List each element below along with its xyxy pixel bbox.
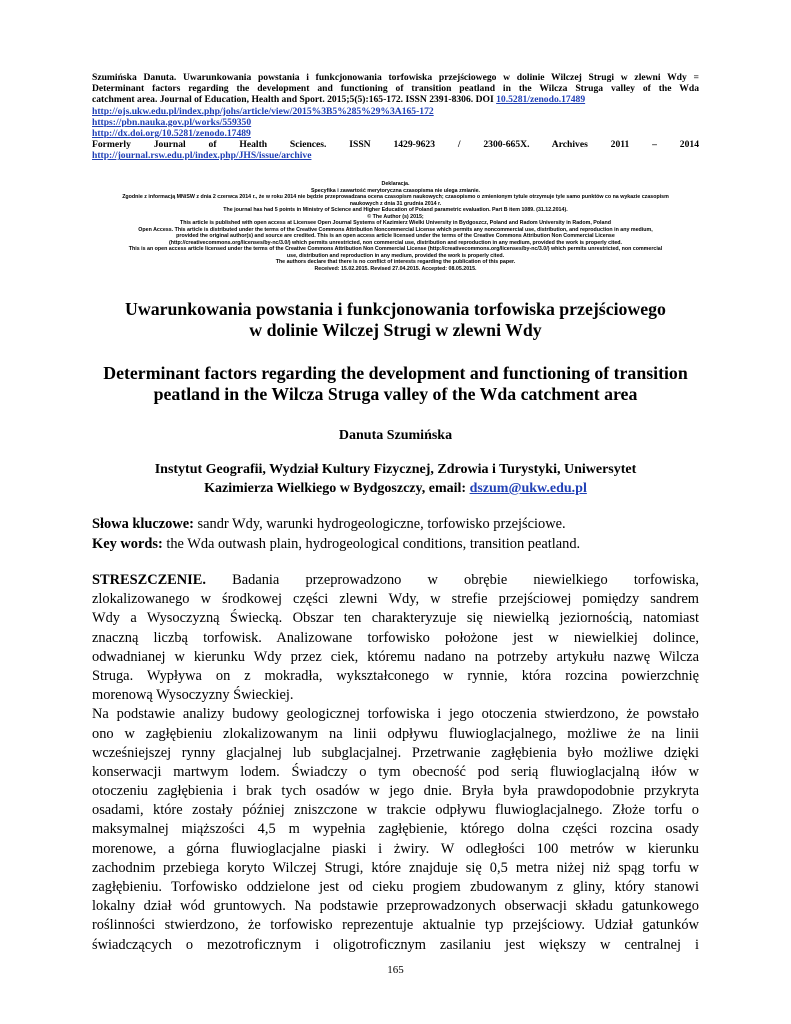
- citation-line-3: [92, 94, 699, 105]
- declaration-line: This article is published with open access at Licensee Open Journal Systems of Kazimierz Wielki University in Bydgoszcz, Poland and Radom University in Radom, Poland: [180, 220, 611, 226]
- declaration-line: The journal has had 5 points in Ministry of Science and Higher Education of Poland parametric evaluation. Part B item 1089. (31.12.2014).: [223, 207, 568, 213]
- ojs-link[interactable]: http://ojs.ukw.edu.pl/index.php/johs/article/view/2015%3B5%285%29%3A165-172: [92, 105, 434, 117]
- declaration-line: Deklaracja.: [381, 181, 410, 187]
- abstract-line: Na podstawie analizy budowy geologicznej torfowiska i jego otoczenia stwierdzono, że powstało: [92, 706, 699, 723]
- title-english-line-1: Determinant factors regarding the development and functioning of transition: [103, 363, 688, 383]
- declaration-line: Received: 15.02.2015. Revised 27.04.2015. Accepted: 08.05.2015.: [314, 265, 477, 272]
- citation-line-4: [92, 106, 699, 117]
- title-polish-line-1: Uwarunkowania powstania i funkcjonowania torfowiska przejściowego: [125, 299, 666, 319]
- page-number: 165: [387, 964, 404, 976]
- abstract-line: zachodnim przebiega koryto Wilczej Strugi, które znajduje się 0,5 metra niżej niż spąg torfu w: [92, 859, 699, 876]
- formerly-line: Formerly Journal of Health Sciences. ISSN 1429-9623 / 2300-665X. Archives 2011 – 2014: [92, 139, 699, 151]
- abstract-line: osadami, które zostały później zniszczone w trakcie odpływu fluwioglacjalnego. Złoże torfu o: [92, 802, 699, 819]
- declaration-line: © The Author (s) 2015;: [367, 213, 424, 220]
- abstract-line: otoczeniu zagłębienia i brak tych osadów w jego dnie. Bryła była prawdopodobnie przykryta: [92, 783, 699, 800]
- declaration-line: (http://creativecommons.org/licenses/by-nc/3.0/) which permits unrestricted, non commercial use, distribution and reproduction in any medium, provided the work is properly cited.: [169, 239, 622, 246]
- declaration-block: [100, 181, 691, 272]
- abstract-line: roślinności stwierdzono, że torfowisko reprezentuje aktualnie typ przejściowy. Udział gatunków: [92, 917, 699, 934]
- declaration-line: provided the original author(s) and source are credited. This is an open access article licensed under the terms of the Creative Commons Attribution Non Commercial License: [176, 233, 615, 239]
- abstract-line: znaczną liczbą torfowisk. Analizowane torfowisko położone jest w niewielkiej dolince,: [92, 629, 699, 646]
- keywords-block: [92, 515, 699, 554]
- citation-line-3-text: catchment area. Journal of Education, Health and Sport. 2015;5(5):165-172. ISSN 2391-8306. DOI: [92, 94, 497, 106]
- abstract-line: konserwacji martwym lodem. Świadczy o tym obecność pod serią fluwioglacjalną iłów w: [92, 763, 699, 780]
- archive-link[interactable]: http://journal.rsw.edu.pl/index.php/JHS/issue/archive: [92, 150, 312, 162]
- affiliation: [92, 460, 699, 498]
- title-english: [60, 363, 731, 405]
- abstract-line: Wdy a Wysoczyzną Świecką. Obszar ten charakteryzuje się niewielką jeziornością, natomiast: [92, 610, 699, 627]
- declaration-line: The authors declare that there is no conflict of interests regarding the publication of this paper.: [275, 259, 516, 265]
- affiliation-line-2: [92, 479, 699, 498]
- abstract-body: [92, 571, 699, 955]
- abstract-line: morenowe, a górna fluwioglacjalne piaski i żwiry. W odległości 100 metrów w kierunku: [92, 840, 699, 857]
- affiliation-line-1: Instytut Geografii, Wydział Kultury Fizycznej, Zdrowia i Turystyki, Uniwersytet: [154, 462, 637, 477]
- abstract-line: morenową Wysoczyzny Świeckiej.: [92, 687, 294, 704]
- declaration-line: Open Access. This article is distributed under the terms of the Creative Commons Attribution Noncommercial License which permits any noncommercial use, distribution, and reproduction in any medium,: [138, 226, 653, 233]
- doi-link[interactable]: 10.5281/zenodo.17489: [496, 94, 586, 106]
- abstract-line: Struga. Wypływa on z mokradła, wykształconego w rynnie, która rozcina powierzchnię: [92, 667, 699, 684]
- dx-doi-link[interactable]: http://dx.doi.org/10.5281/zenodo.17489: [92, 128, 251, 140]
- citation-line-2: Determinant factors regarding the development and functioning of transition peatland in the Wilcza Struga valley of the Wda: [92, 83, 699, 95]
- abstract-line: zagłębieniu. Torfowisko oddzielone jest od cieku progiem zbudowanym z gliny, który stanowi: [92, 879, 699, 895]
- declaration-line: This is an open access article licensed under the terms of the Creative Commons Attribution Non Commercial License (http://creativecommons.org/licenses/by-nc/3.0/) which permits unrestricted, non commercial: [128, 246, 663, 252]
- keywords-polish-label: Słowa kluczowe:: [92, 516, 194, 532]
- declaration-line: Zgodnie z informacją MNiSW z dnia 2 czerwca 2014 r., że w roku 2014 nie będzie przeprowadzana ocena czasopism naukowych; czasopismo o zmienionym tytule otrzymuje tyle samo punktów co na wykazie czasopism: [122, 194, 669, 200]
- affiliation-line-2-text: Kazimierza Wielkiego w Bydgoszczy, email:: [204, 481, 470, 496]
- abstract-line: [92, 571, 699, 590]
- declaration-line: naukowych z dnia 31 grudnia 2014 r.: [349, 200, 442, 207]
- abstract-line: maksymalnej miąższości 4,5 m wypełnia zagłębienie, którego dolna części rozcina osady: [92, 821, 699, 838]
- abstract-line: odwadnianej w kierunku Wdy przez ciek, któremu nadano na potrzeby artykułu nazwę Wilcza: [92, 648, 699, 665]
- abstract-line: lokalny dział wód gruntowych. Na podstawie przeprowadzonych obserwacji składu gatunkowego: [92, 898, 699, 915]
- pbn-link[interactable]: https://pbn.nauka.gov.pl/works/559350: [92, 116, 252, 128]
- keywords-polish-text: sandr Wdy, warunki hydrogeologiczne, torfowisko przejściowe.: [193, 516, 566, 532]
- keywords-english-text: the Wda outwash plain, hydrogeological conditions, transition peatland.: [162, 535, 581, 552]
- abstract-line: zlokalizowanego w środkowej części zlewni Wdy, w strefie przejściowej pomiędzy sandrem: [92, 591, 699, 608]
- title-polish: [60, 299, 731, 341]
- email-link[interactable]: dszum@ukw.edu.pl: [469, 481, 587, 496]
- declaration-line: use, distribution and reproduction in any medium, provided the work is properly cited.: [286, 252, 505, 259]
- title-english-line-2: peatland in the Wilcza Struga valley of the Wda catchment area: [153, 384, 638, 404]
- declaration-line: Specyfika i zawartość merytoryczna czasopisma nie ulega zmianie.: [311, 187, 480, 194]
- citation-line-6: [92, 128, 699, 139]
- abstract-line: ono w zagłębieniu zlokalizowanym na linii odpływu fluwioglacjalnego, możliwe że na linii: [92, 725, 699, 742]
- citation-line-8: [92, 150, 699, 161]
- citation-block: [92, 72, 699, 162]
- title-polish-line-2: w dolinie Wilczej Strugi w zlewni Wdy: [249, 320, 542, 340]
- keywords-english-label: Key words:: [92, 535, 163, 552]
- citation-line-1: Szumińska Danuta. Uwarunkowania powstania i funkcjonowania torfowiska przejściowego w dolinie Wilczej Strugi w zlewni Wdy =: [92, 72, 699, 83]
- author-name: Danuta Szumińska: [338, 428, 453, 443]
- abstract-line: świadczących o mezotroficznym i oligotroficznym zasilaniu jest większy w centralnej i: [92, 936, 699, 953]
- citation-line-5: [92, 117, 699, 128]
- abstract-label: STRESZCZENIE.: [92, 572, 206, 588]
- abstract-first-line-text: Badania przeprowadzono w obrębie niewielkiego torfowiska,: [205, 572, 699, 588]
- keywords-polish: [92, 515, 699, 535]
- abstract-line: wcześniejszej rynny glacjalnej lub subglacjalnej. Przetrwanie zagłębienia było możliwe dzięki: [92, 744, 699, 761]
- keywords-english: [92, 535, 699, 555]
